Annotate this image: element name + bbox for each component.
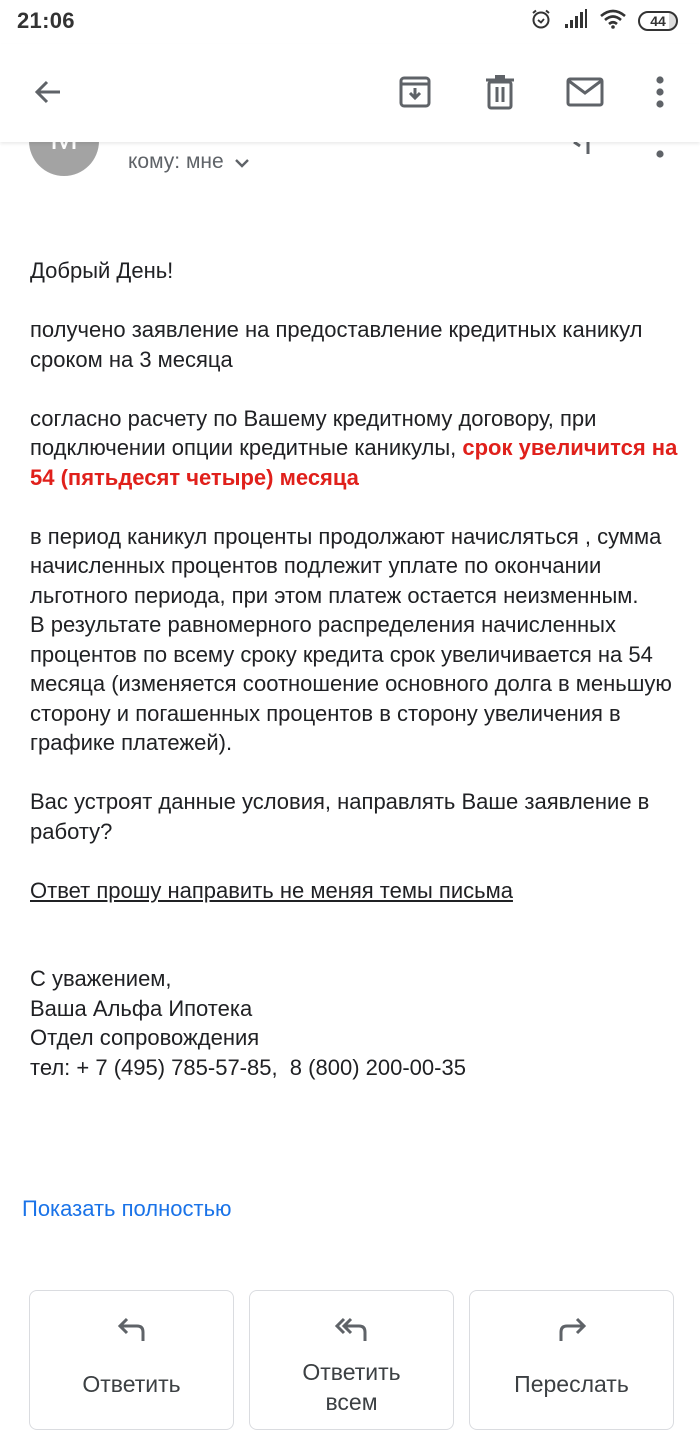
reply-actions — [29, 1290, 674, 1430]
greeting: Добрый День! — [30, 258, 174, 283]
forward-button[interactable] — [469, 1290, 674, 1430]
signature-line: Ваша Альфа Ипотека — [30, 995, 253, 1021]
forward-label: Переслать — [514, 1371, 629, 1397]
calculation-text: согласно расчету по Вашему кредитному договору, при подключении опции кредитные каникулы, — [30, 405, 597, 460]
forward-icon — [557, 1317, 587, 1351]
battery-icon: 44 — [638, 11, 678, 31]
status-time: 21:06 — [17, 8, 75, 33]
paragraph-interest-accrual: в период каникул проценты продолжают начисляться , сумма начисленных процентов подлежит уплате по окончании льготного периода, при этом платеж остается неизменным. — [30, 523, 662, 608]
signature — [30, 964, 695, 1082]
signal-icon — [564, 9, 588, 34]
message-header — [0, 142, 700, 202]
reply-all-label: Ответить всем — [302, 1359, 401, 1415]
reply-icon — [117, 1317, 147, 1351]
message-body — [30, 256, 695, 1082]
reply-icon[interactable] — [568, 142, 598, 161]
delete-icon[interactable] — [480, 72, 520, 112]
alarm-icon — [530, 8, 552, 35]
more-vert-icon[interactable] — [640, 72, 680, 112]
mark-unread-icon[interactable] — [565, 72, 605, 112]
reply-instruction: Ответ прошу направить не меняя темы письма — [30, 877, 513, 903]
reply-all-button[interactable] — [249, 1290, 454, 1430]
paragraph-application-received: получено заявление на предоставление кредитных каникул сроком на 3 месяца — [30, 317, 643, 372]
highlighted-term-increase: срок увеличится на 54 (пятьдесят четыре) месяца — [30, 435, 678, 490]
status-bar — [0, 0, 700, 44]
message-more-icon[interactable] — [655, 146, 665, 164]
wifi-icon — [600, 9, 626, 34]
show-full-link[interactable]: Показать полностью — [22, 1196, 232, 1221]
chevron-down-icon — [234, 150, 250, 174]
recipient-details-toggle[interactable] — [128, 150, 250, 174]
status-icons — [530, 8, 678, 34]
paragraph-question: Вас устроят данные условия, направлять Ваше заявление в работу? — [30, 789, 650, 844]
signature-phone: тел: + 7 (495) 785-57-85, 8 (800) 200-00-35 — [30, 1054, 466, 1080]
app-bar — [0, 44, 700, 142]
reply-button[interactable] — [29, 1290, 234, 1430]
reply-all-icon — [335, 1317, 369, 1351]
reply-label: Ответить — [82, 1371, 181, 1397]
paragraph-distribution: В результате равномерного распределения начисленных процентов по всему сроку кредита срок увеличивается на 54 месяца (изменяется соотношение основного долга в меньшую сторону и погашенных процентов в сторону увеличения в графике платежей). — [30, 612, 672, 755]
archive-icon[interactable] — [395, 72, 435, 112]
signature-line: С уважением, — [30, 966, 172, 991]
paragraph-calculation — [30, 404, 695, 493]
recipient-label: кому: мне — [128, 150, 224, 173]
signature-line: Отдел сопровождения — [30, 1025, 260, 1050]
back-arrow-icon[interactable] — [28, 72, 68, 112]
